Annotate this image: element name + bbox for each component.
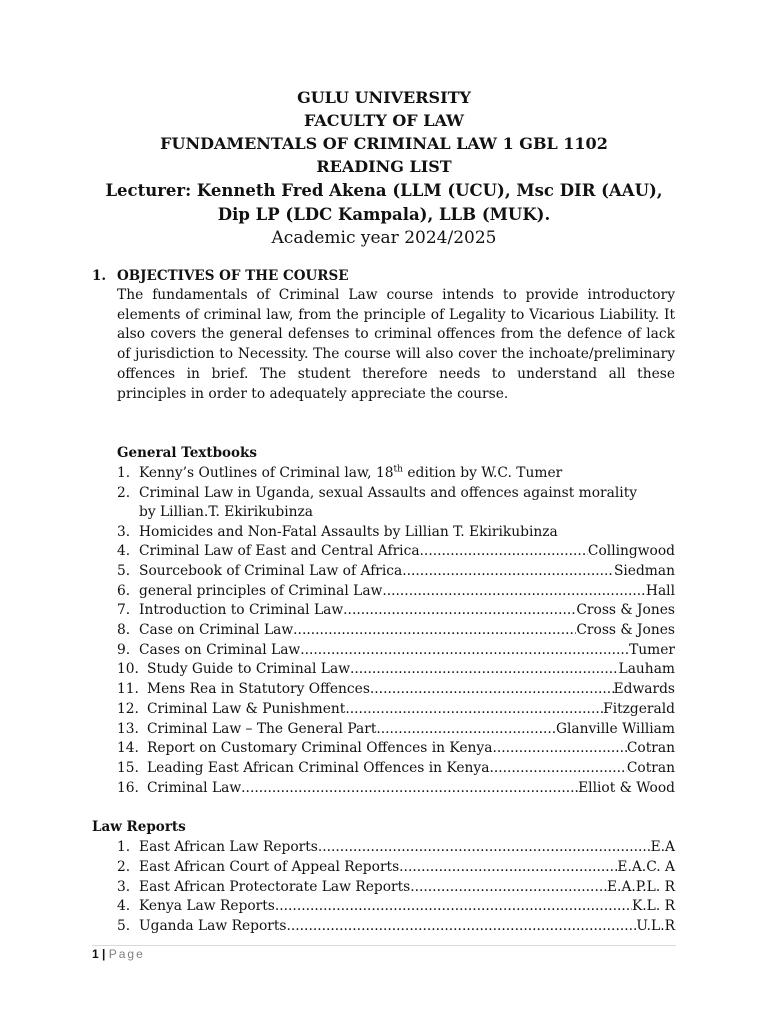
- university-title: GULU UNIVERSITY: [297, 88, 471, 107]
- objectives-heading: OBJECTIVES OF THE COURSE: [117, 268, 349, 284]
- lecturer-line-2: Dip LP (LDC Kampala), LLB (MUK).: [217, 205, 551, 224]
- footer-divider: [92, 945, 676, 946]
- doc-type-title: READING LIST: [316, 157, 452, 176]
- section-number: 1.: [92, 268, 107, 284]
- law-reports-heading: Law Reports: [92, 819, 186, 835]
- page-label: Page: [108, 947, 145, 961]
- objectives-paragraph: The fundamentals of Criminal Law course intends to provide introductory elements of criminal law, from the principle of Legality to Vicarious Liability. It also covers the general defenses to criminal offences from the defence of lack of jurisdiction to Necessity. The course will also cover the inchoate/preliminary offences in brief. The student therefore needs to understand all these principles in order to adequately appreciate the course.: [117, 287, 675, 402]
- academic-year: Academic year 2024/2025: [271, 228, 497, 248]
- document-page: GULU UNIVERSITY FACULTY OF LAW FUNDAMENTALS OF CRIMINAL LAW 1 GBL 1102 READING LIST Lecturer: Kenneth Fred Akena (LLM (UCU), Msc DIR (AAU), Dip LP (LDC Kampala), LLB (MUK). Academic year 2024/2025 1. OBJECTIVES OF THE COURSE The fundamentals of Criminal Law course intends to provide introductory elements of criminal law, from the principle of Legality to Vicarious Liability. It also covers the general defenses to criminal offences from the defence of lack of jurisdiction to Necessity. The course will also cover the inchoate/preliminary offences in brief. The student therefore needs to understand all these principles in order to adequately appreciate the course. General Textbooks 1. Kenny’s Outlines of Criminal law, 18th edition by W.C. Tumer 2. Criminal Law in Uganda, sexual Assaults and offences against morality by Lillian.T. Ekirikubinza 3. Homicides and Non-Fatal Assaults by Lillian T. Ekirikubinza 4. Criminal Law of East and Central Africa ..... Collingwood 5. Sourcebook of Criminal Law of Africa ..... Siedman 6. general principles of Criminal Law ..... Hall 7. Introduction to Criminal Law ..... Cross & Jones 8. Case on Criminal Law ..... Cross & Jones 9. Cases on Criminal Law ..... Tumer 10. Study Guide to Criminal Law ..... Lauham 11. Mens Rea in Statutory Offences ..... Edwards 12. Criminal Law & Punishment ..... Fitzgerald 13. Criminal Law – The General Part ..... Glanville William 14. Report on Customary Criminal Offences in Kenya ..... Cotran 15. Leading East African Criminal Offences in Kenya ..... Cotran 16. Criminal Law ..... Elliot & Wood Law Reports 1. East African Law Reports ..... E.A 2. East African Court of Appeal Reports ..... E.A.C. A 3. East African Protectorate Law Reports ..... E.A.P.L. R 4. Kenya Law Reports ..... K.L. R 5. Uganda Law Reports ..... U.L.R 1 | Page: [0, 0, 768, 1024]
- page-footer: [92, 947, 145, 961]
- faculty-title: FACULTY OF LAW: [303, 111, 465, 130]
- textbooks-heading: General Textbooks: [117, 445, 257, 461]
- lecturer-line-1: Lecturer: Kenneth Fred Akena (LLM (UCU), Msc DIR (AAU),: [105, 181, 663, 200]
- page-number: 1: [92, 947, 99, 961]
- footer-separator: |: [102, 947, 106, 961]
- course-title: FUNDAMENTALS OF CRIMINAL LAW 1 GBL 1102: [160, 134, 608, 153]
